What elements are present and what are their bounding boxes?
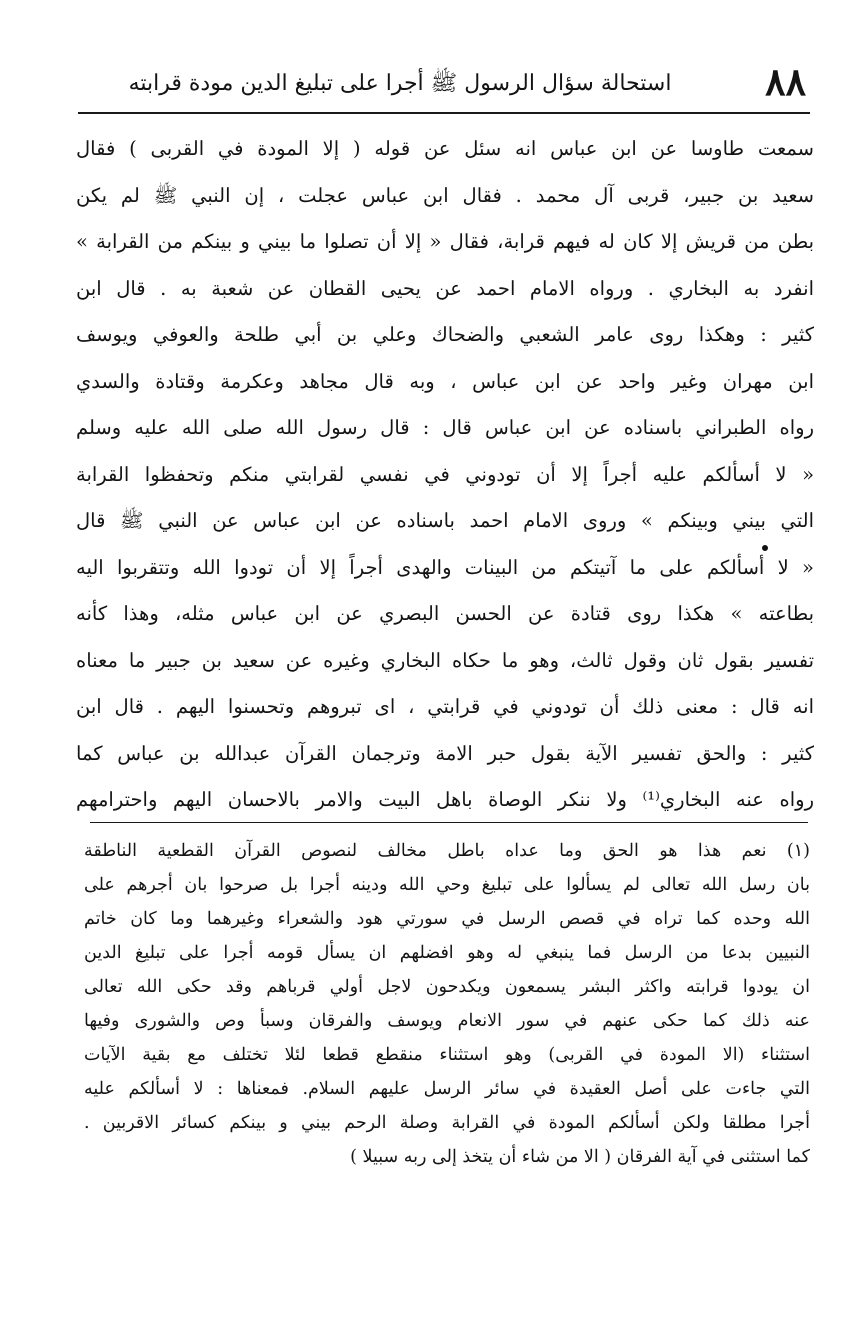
text-line: سمعت طاوسا عن ابن عباس انه سئل عن قوله ( إلا المودة في القربى ) فقال	[76, 137, 814, 160]
footnotes	[84, 834, 810, 1174]
text-line: انفرد به البخاري . ورواه الامام احمد عن يحيى القطان عن شعبة به . قال ابن	[76, 276, 814, 300]
page-header	[86, 60, 806, 108]
text-line: رواه الطبراني باسناده عن ابن عباس قال : قال رسول الله صلى الله عليه وسلم	[76, 416, 814, 439]
text-line: بطن من قريش إلا كان له فيهم قرابة، فقال « إلا أن تصلوا ما بيني و بينكم من القرابة »	[76, 230, 814, 253]
header-rule	[78, 112, 810, 114]
text-line: رواه عنه البخاري⁽¹⁾ ولا ننكر الوصاة باهل البيت والامر بالاحسان اليهم واحترامهم	[76, 788, 814, 811]
footnote-line: التي جاءت على أصل العقيدة في سائر الرسل عليهم السلام. فمعناها : لا أسألكم عليه	[84, 1079, 810, 1099]
text-line: تفسير بقول ثان وقول ثالث، وهو ما حكاه البخاري وغيره عن سعيد بن جبير ما معناه	[76, 648, 814, 672]
footnote-line: بان رسل الله تعالى لم يسألوا على تبليغ وحي الله ودينه أجرا بل صرحوا بان أجرهم على	[84, 875, 810, 895]
text-line: انه قال : معنى ذلك أن تودوني في قرابتي ، اى تبروهم وتحسنوا اليهم . قال ابن	[76, 695, 814, 718]
footnote-line: ان يودوا قرابته واكثر البشر يسمعون ويكدحون لاجل أولي قرباهم وقد حكى الله تعالى	[84, 977, 810, 997]
text-line: سعيد بن جبير، قربى آل محمد . فقال ابن عباس عجلت ، إن النبي ﷺ لم يكن	[76, 183, 814, 207]
footnote-line: النبيين بدعا من الرسل فما ينبغي له وهو افضلهم ان يسأل قومه أجرا على تبليغ الدين	[84, 943, 810, 963]
text-line: كثير : وهكذا روى عامر الشعبي والضحاك وعلي بن أبي طلحة والعوفي ويوسف	[76, 323, 814, 346]
text-line: كثير : والحق تفسير الآية بقول حبر الامة وترجمان القرآن عبدالله بن عباس كما	[76, 741, 814, 765]
text-line: بطاعته » هكذا روى قتادة عن الحسن البصري عن ابن عباس مثله، وهذا كأنه	[76, 602, 814, 625]
running-title: استحالة سؤال الرسول ﷺ أجرا على تبليغ الدين مودة قرابته	[128, 71, 672, 96]
footnote-line: الله وحده كما تراه في قصص الرسل في سورتي هود والشعراء وغيرهما وما كان خاتم	[84, 909, 810, 929]
text-line: ابن مهران وغير واحد عن ابن عباس ، وبه قال مجاهد وعكرمة وقتادة والسدي	[76, 369, 814, 393]
footnote-line: عنه ذلك كما حكى عنهم في سور الانعام ويوسف والفرقان وسبأ وص والشورى وفيها	[84, 1011, 810, 1031]
main-text	[76, 126, 814, 824]
stray-ink-dot	[762, 545, 768, 551]
footnote-line: (١) نعم هذا هو الحق وما عداه باطل مخالف لنصوص القرآن القطعية الناطقة	[84, 841, 810, 861]
text-line: « لا أسألكم عليه أجراً إلا أن تودوني في نفسي لقرابتي منكم وتحفظوا القرابة	[76, 462, 814, 486]
page-number: ٨٨	[765, 59, 806, 104]
text-line: التي بيني وبينكم » وروى الامام احمد باسناده عن ابن عباس عن النبي ﷺ قال	[76, 509, 814, 532]
footnote-line: أجرا مطلقا ولكن أسألكم المودة في القرابة وصلة الرحم بيني و بينكم كسائر الاقربين .	[84, 1113, 810, 1133]
footnote-line: استثناء (الا المودة في القربى) وهو استثناء منقطع قطعا لئلا تختلف مع بقية الآيات	[84, 1045, 810, 1065]
footnote-rule	[90, 822, 808, 823]
text-line: « لا أسألكم على ما آتيتكم من البينات والهدى أجراً إلا أن تودوا الله وتتقربوا اليه	[76, 555, 814, 579]
footnote-line: كما استثنى في آية الفرقان ( الا من شاء أن يتخذ إلى ربه سبيلا )	[350, 1147, 810, 1167]
